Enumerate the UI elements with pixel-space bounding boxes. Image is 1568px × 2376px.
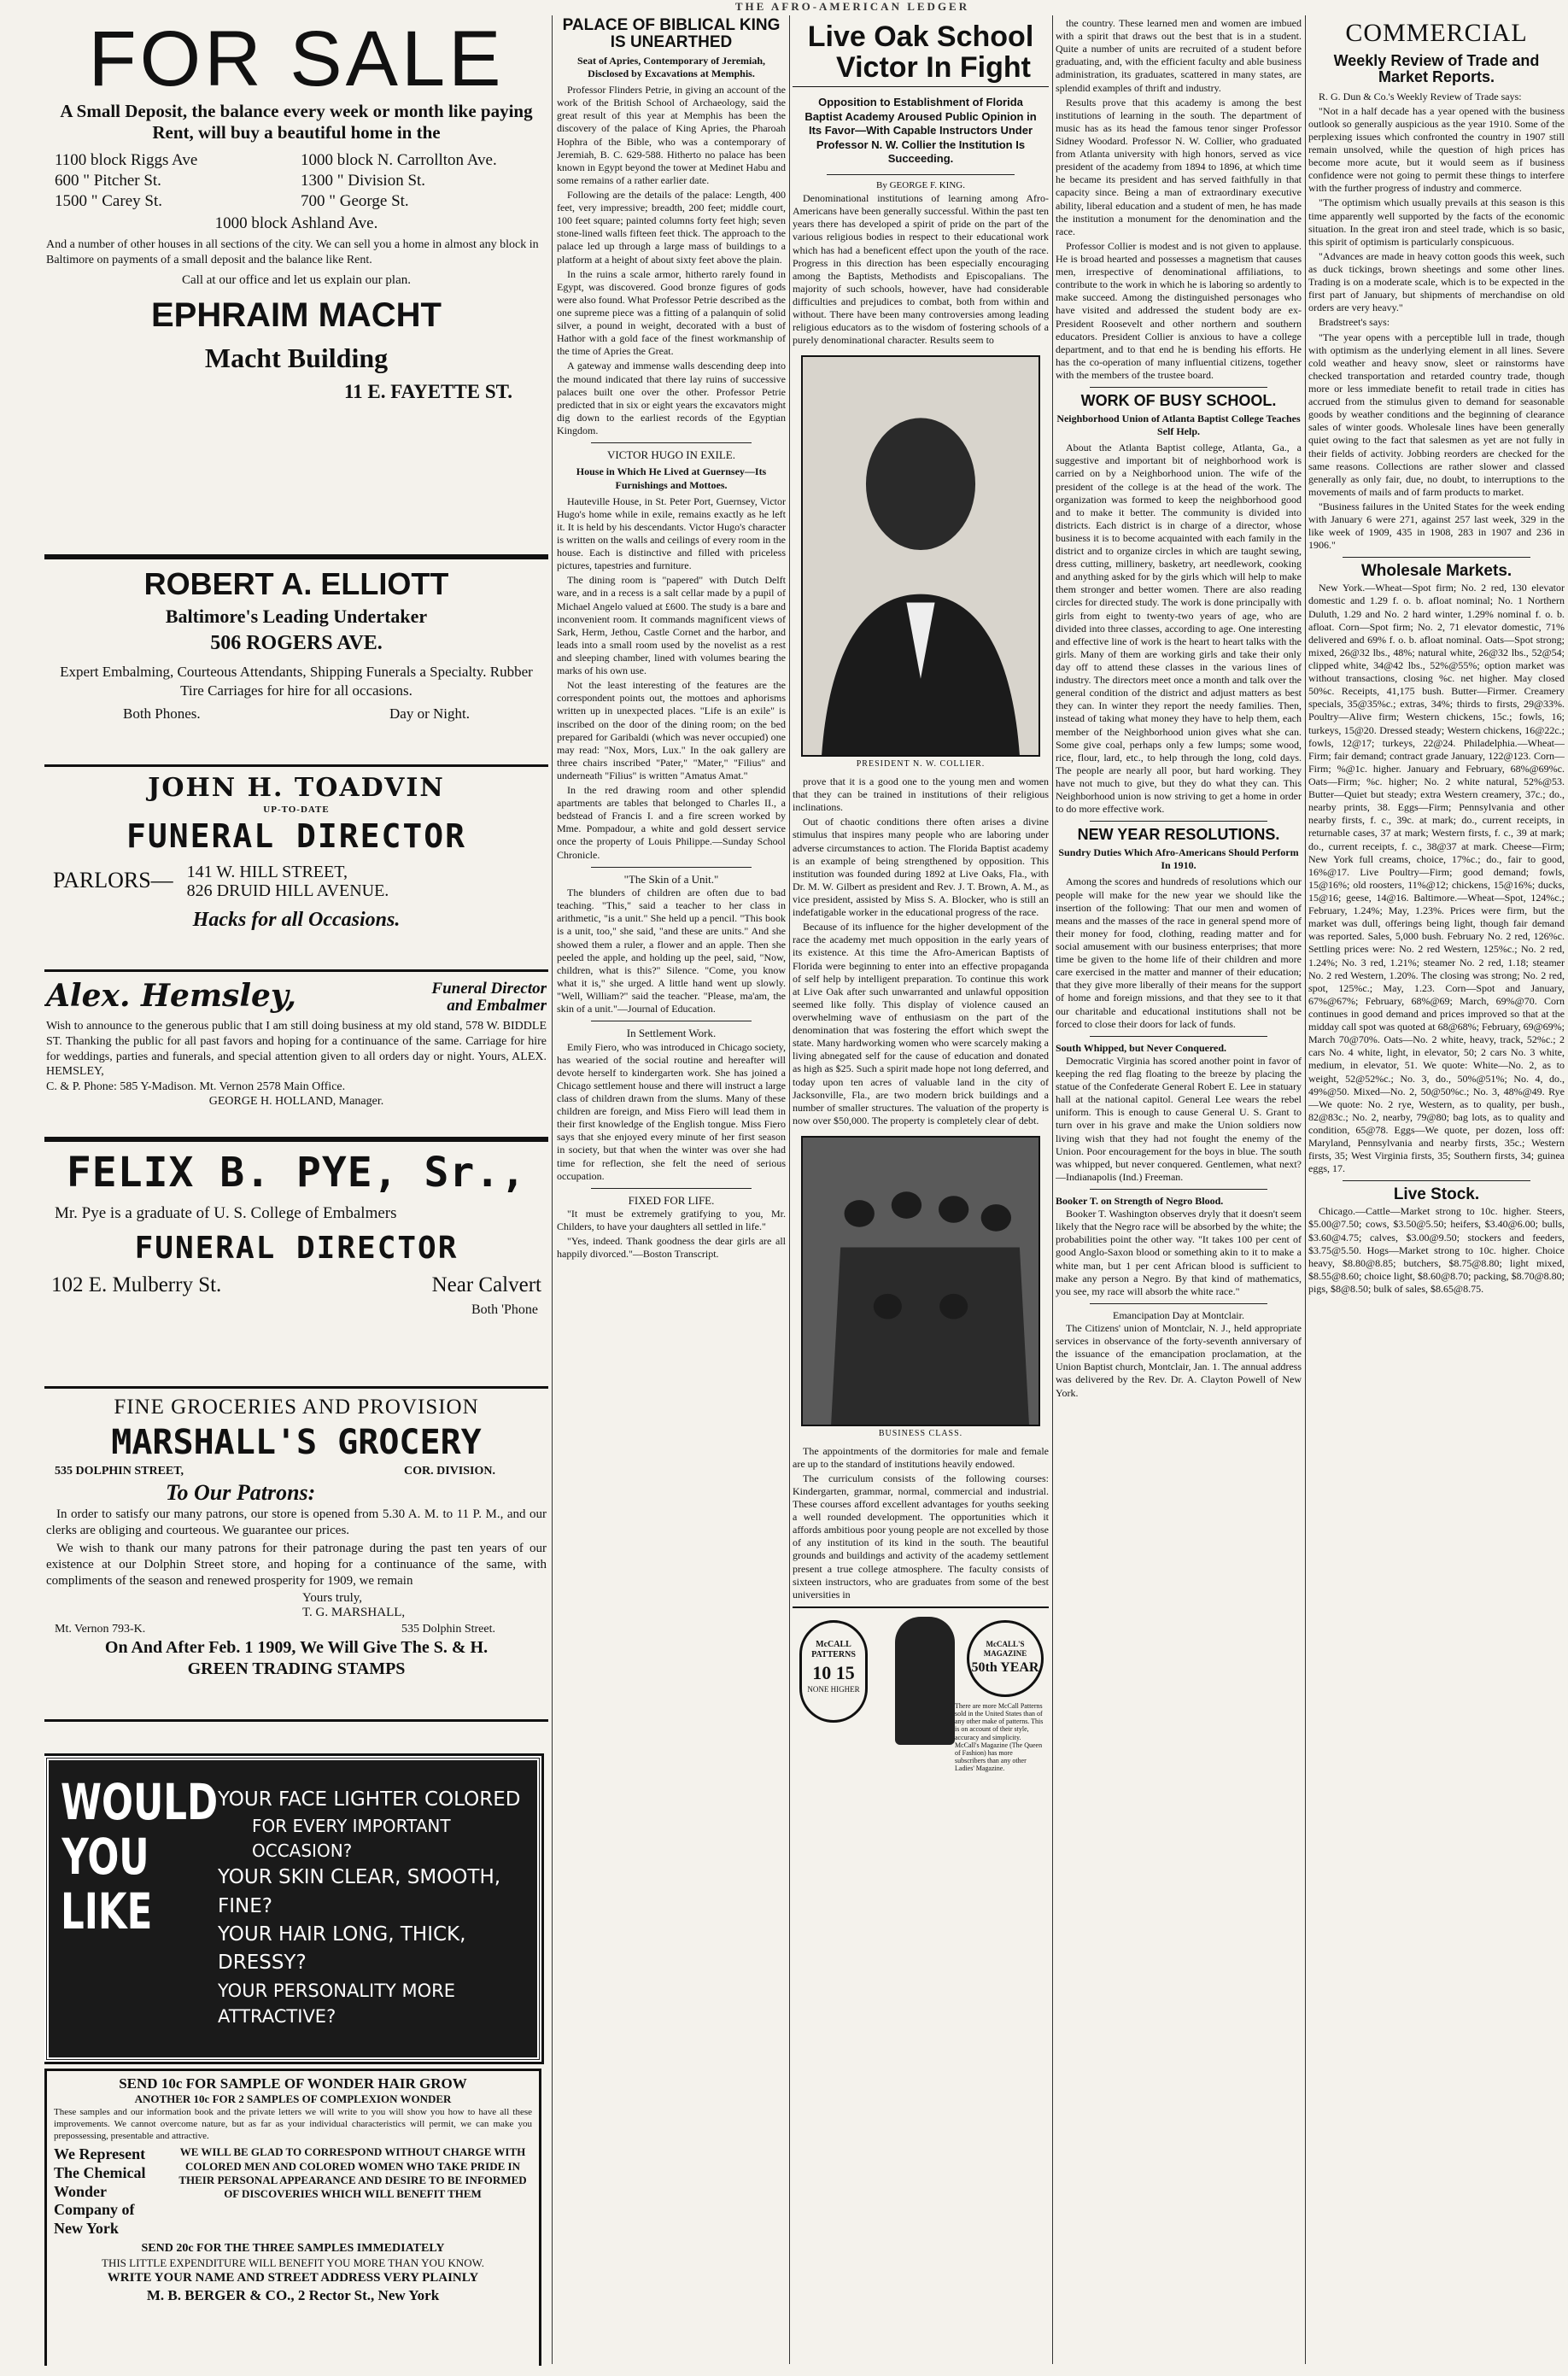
wonder-line-1: YOUR FACE LIGHTER COLORED	[218, 1788, 521, 1811]
skin-headline: "The Skin of a Unit."	[623, 872, 719, 886]
toadvin-tag: UP-TO-DATE	[263, 804, 330, 815]
hemsley-body: Wish to announce to the generous public that I am still doing business at my old stand, 578 W. BIDDLE ST. Thanking the public for all past favors and hoping for a continuance of the same. Carriage for hire for weddings, parties and funerals, and special attention given to all orders day or night. Yours, ALEX. HEMSLEY,	[46, 1020, 547, 1079]
commercial-subhead: Weekly Review of Trade and Market Reports.	[1333, 51, 1540, 85]
toadvin-address-1: 141 W. HILL STREET,	[186, 862, 348, 881]
masthead: THE AFRO-AMERICAN LEDGER	[734, 0, 970, 13]
wonder-line-3: YOUR SKIN CLEAR, SMOOTH, FINE?	[218, 1866, 501, 1917]
toadvin-hacks: Hacks for all Occasions.	[192, 908, 401, 931]
live-oak-p5: The appointments of the dormitories for male and female are up to the standard of institutions heavily endowed.	[793, 1444, 1049, 1470]
column-4	[1056, 17, 1302, 2366]
divider	[591, 442, 752, 443]
marshall-division: COR. DIVISION.	[404, 1464, 495, 1478]
divider	[1090, 1189, 1267, 1190]
for-sale-subtitle: A Small Deposit, the balance every week or month like paying Rent, will buy a beautiful home in the	[60, 101, 533, 143]
emancipation-p1: The Citizens' union of Montclair, N. J., held appropriate services in observance of the forty-seventh anniversary of the issuance of the emancipation proclamation, at the Union Baptist church, Montclair, Jan. 1. The annual address was delivered by the Rev. Dr. A. Clayton Powell of New York.	[1056, 1321, 1302, 1399]
live-oak-p1: Denominational institutions of learning among Afro-Americans have been generally successful. Within the past ten years there has developed a spirit of pride on the part of the various religious bodies in respect to their educational work which has had a beneficent effect upon the youth of the race. Progress in this direction has been especially encouraging among the Baptists, Methodists and Episcopalians. The majority of such schools, however, have had considerable difficulties and prejudices to combat, both from within and without. There have been many controversies among leading religious educators as to the wisdom of fostering schools of a purely denominational character. Results seem to	[793, 192, 1049, 347]
business-class-caption: BUSINESS CLASS.	[878, 1428, 963, 1438]
pye-graduate: Mr. Pye is a graduate of U. S. College of Embalmers	[55, 1204, 397, 1223]
wonder-correspond: WE WILL BE GLAD TO CORRESPOND WITHOUT CHARGE WITH COLORED MEN AND COLORED WOMEN WHO TAKE PRIDE IN THEIR PERSONAL APPEARANCE AND DESIRE TO BE INFORMED OF DISCOVERIES WHICH WILL BENEFIT THEM	[178, 2145, 527, 2201]
mccall-patterns: McCALL PATTERNS	[811, 1639, 856, 1660]
pye-address: 102 E. Mulberry St.	[51, 1273, 222, 1296]
commercial-p2: "Not in a half decade has a year opened with the business outlook so generally auspicious as the year 1910. Some of the perplexing issues which confronted the country in 1907 still remain unsolved, while the question of high prices has become more acute, but it would seem as if business confidence were not going to permit these things to interfere with the further progress of industry and commerce.	[1308, 104, 1565, 195]
palace-p4: A gateway and immense walls descending deep into the mound indicated that there lay ruins of successive palaces built one over the other. Professor Petrie predicted that in six or eight years the excavators might dig down to the earliest records of the Egyptian Kingdom.	[557, 360, 786, 436]
pye-phones: Both 'Phone	[471, 1302, 538, 1318]
elliott-hours: Day or Night.	[389, 705, 470, 723]
toadvin-name: JOHN H. TOADVIN	[148, 773, 445, 803]
for-sale-title: FOR SALE	[88, 17, 505, 102]
ads-column	[44, 17, 548, 2366]
fixed-headline: FIXED FOR LIFE.	[628, 1193, 715, 1207]
live-oak-cont-p3: Professor Collier is modest and is not given to applause. He is broad hearted and possesses a magnetism that causes men, irrespective of denominational affiliations, to contribute to the work in which he is laboring so ardently to make succeed. Among the distinguished personages who have visited and addressed the student body are ex-President Roosevelt and other northern and southern educators. President Collier is anxious to have a college department, and to that end he is bending his efforts. He has the co-operation of many influential citizens, together with the members of the trustee board.	[1056, 239, 1302, 381]
column-3	[793, 17, 1049, 2366]
portrait-image	[803, 357, 1039, 755]
column-rule	[789, 15, 790, 2364]
hemsley-name: Alex. Hemsley,	[46, 978, 296, 1014]
commercial-p3: "The optimism which usually prevails at this season is this time apparently well supported by the facts of the economic situation. In the great iron and steel trade, which is so basic, this spirit of optimism is particularly conspicuous.	[1308, 196, 1565, 248]
wonder-line-4: YOUR HAIR LONG, THICK, DRESSY?	[218, 1923, 466, 1975]
new-year-headline: NEW YEAR RESOLUTIONS.	[1077, 826, 1280, 844]
wonder-represent: We Represent The Chemical Wonder Company of New York	[54, 2145, 146, 2237]
live-oak-deck: Opposition to Establishment of Florida Baptist Academy Aroused Public Opinion in Its Favor—With Capable Instructors Under Professor N. W. Collier the Institution Is Succeeding.	[804, 96, 1037, 165]
commercial-p7: "Business failures in the United States for the week ending with January 6 were 271, against 257 last week, 329 in the like week of 1909, 435 in 1908, 283 in 1907 and 236 in 1906."	[1308, 500, 1565, 552]
live-oak-p6: The curriculum consists of the following courses: Kindergarten, grammar, normal, commercial and industrial. These courses afford excellent advantages for youths seeking a well rounded development. The opportunities which it affords ambitious poor young people are not excelled by those of any institution of its kind in the south. The beautiful grounds and buildings and activity of the academy settlement present a true college atmosphere. The faculty consists of sixteen instructors, who are graduates from some of the best universities in	[793, 1472, 1049, 1601]
column-rule	[552, 15, 553, 2364]
marshall-stamps-1: On And After Feb. 1 1909, We Will Give The S. & H.	[104, 1637, 489, 1657]
column-2	[557, 17, 786, 2366]
divider	[591, 867, 752, 868]
livestock-headline: Live Stock.	[1393, 1185, 1480, 1204]
mccall-ad	[793, 1606, 1049, 1777]
hemsley-ad	[44, 972, 548, 1139]
live-oak-cont-p2: Results prove that this academy is among the best institutions of learning in the south. The department of music has as its head the famous tenor singer Professor Sidney Woodard. Professor N. W. Collier, who graduated from Atlanta university with high honors, served as vice president of the academy from 1894 to 1896, at which time he became its president and has served faithfully in that capacity since. Being a man of extraordinary executive ability, liberal education and a student of men, he has made the institution a monument for the denomination and the race.	[1056, 96, 1302, 237]
elliott-ad	[44, 557, 548, 767]
hugo-headline: VICTOR HUGO IN EXILE.	[607, 448, 735, 462]
marshall-street: 535 DOLPHIN STREET,	[55, 1464, 184, 1478]
hemsley-title-1: Funeral Director	[431, 979, 547, 998]
toadvin-title: FUNERAL DIRECTOR	[126, 816, 467, 855]
marshall-top: FINE GROCERIES AND PROVISION	[114, 1396, 479, 1419]
live-oak-p2: prove that it is a good one to the young men and women that they can be trained in institutions of their religious inclinations.	[793, 775, 1049, 814]
mccall-magazine: McCALL'S MAGAZINE	[983, 1639, 1027, 1659]
marshall-ad	[44, 1389, 548, 1722]
elliott-tagline: Baltimore's Leading Undertaker	[165, 606, 428, 628]
divider	[827, 174, 1015, 175]
block-item: 1300 " Division St.	[301, 172, 426, 190]
for-sale-call: Call at our office and let us explain our plan.	[182, 273, 411, 288]
toadvin-ad	[44, 767, 548, 972]
divider	[1090, 1036, 1267, 1037]
collier-portrait	[801, 355, 1040, 757]
marshall-patrons: To Our Patrons:	[166, 1479, 316, 1505]
settlement-p1: Emily Fiero, who was introduced in Chicago society, has wearied of the social routine and hereafter will devote herself to kindergarten work. She has joined a Chicago settlement house and there will instruct a large class of children drawn from the slums. Many of these children are foreign, and Miss Fiero will lead them in their first knowledge of the English tongue. Miss Fiero says that she enjoyed every minute of her first season in society, but that when the winter was over she had time for reflection, she felt the need of serious occupation.	[557, 1040, 786, 1182]
divider	[1090, 1303, 1267, 1304]
pye-name: FELIX B. PYE, Sr.,	[66, 1149, 527, 1197]
live-oak-p3: Out of chaotic conditions there often arises a divine stimulus that inspires many people who are laboring under adverse circumstances to action. The Florida Baptist academy is an example of being strengthened by opposition. This institution was founded during 1892 at Live Oaks, Fla., with Dr. M. W. Gilbert as president and Rev. J. T. Brown, A. M., as vice president, assisted by Miss S. A. Blocker, who is still an indefatigable worker in the educational progress of the race.	[793, 816, 1049, 919]
wonder-line-2: FOR EVERY IMPORTANT OCCASION?	[252, 1816, 451, 1862]
marshall-phone: Mt. Vernon 793-K.	[55, 1623, 146, 1636]
commercial-p6: "The year opens with a perceptible lull in trade, though with optimism as the underlying element in all lines. Severe cold weather and heavy snow, sleet or rainstorms have checked transportation and retarded country trade, though more or less immediate benefit to retail trade in cities has accrued from the stimulus given to demand for seasonable goods by weather conditions and the beginning of clearance sales of winter goods. Wholesale lines have been generally quiet owing to the fact that salesmen as yet are not fully in their fields of activity. Jobbing reorders are checked for the same reasons. Collections are rather slower and classed generally as only fair, due, no doubt, to interruptions to the movements of mails and of farm products to market.	[1308, 331, 1565, 498]
busy-school-p1: About the Atlanta Baptist college, Atlanta, Ga., a suggestive and important bit of neighborhood work is carried on by a Neighborhood union. The wife of the president of the college is at the head of the work. The organization was formed to keep the neighborhood good and to make it better. The community is divided into districts. Each district is in charge of a director, whose business it is to become acquainted with each family in the district and to organize circles in which are taught sewing, dress cutting, millinery, basketry, art needlework, cooking and anything asked for by the girls which will help to make them stronger and better women. There are also reading circles for directed study. The work is done principally with girls from eight to twenty-two years of age, who are divided into three classes, according to age. One interesting and effective line of work is the heart to heart talks with the girls. Many of them are working girls and take their only day off to attend these classes in the various lines of industry. The directors meet once a month and talk over the general condition of the district and adjust matters as best they can. In winter they report the needy families. Then, instead of taking what money they have to help them, each member of the Neighborhood union gives what she can. Some give coal, perhaps only a few lumps; some wood, rice, flour, lard, etc., to help through the long, cold days. The people are nearly all poor, but hard working. They have not much to give, but they do what they can. This Neighborhood union is now striving to get a home in order to do more effective work.	[1056, 442, 1302, 816]
block-item: 1000 block N. Carrollton Ave.	[301, 151, 497, 170]
macht-address: 11 E. FAYETTE ST.	[343, 380, 512, 402]
commercial-p1: R. G. Dun & Co.'s Weekly Review of Trade says:	[1319, 90, 1522, 102]
commercial-headline: COMMERCIAL	[1345, 19, 1528, 47]
wonder-send20: SEND 20c FOR THE THREE SAMPLES IMMEDIATELY	[141, 2242, 445, 2256]
pye-ad	[44, 1139, 548, 1389]
block-item-last: 1000 block Ashland Ave.	[214, 214, 378, 233]
elliott-address: 506 ROGERS AVE.	[210, 632, 383, 655]
hemsley-manager: GEORGE H. HOLLAND, Manager.	[208, 1095, 384, 1109]
pye-near: Near Calvert	[431, 1273, 541, 1296]
live-oak-byline: By GEORGE F. KING.	[876, 180, 965, 191]
mccall-figure	[895, 1617, 955, 1745]
wholesale-text: New York.—Wheat—Spot firm; No. 2 red, 130 elevator domestic and 1.29 f. o. b. afloat nominal; No. 1 Northern Duluth, 1.29 and No. 2 hard winter, 1.29% nominal f. o. b. afloat. Corn—Spot firm; No. 2, 71 elevator domestic, 71% delivered and 69% f. o. b. afloat nominal. Oats—Spot strong; mixed, 26@32 lbs., 48%; natural white, 26@32 lbs., 52@54; clipped white, 34@42 lbs., 52%@55%; option market was without transactions, closing %c. net higher. May closed 50%c. Receipts, 41,175 bush. Butter—Firmer. Creamery specials, 35@35%c.; extras, 34%; thirds to firsts, 29@33%. Poultry—Alive firm; Western chickens, 15c.; fowls, 16; turkeys, 15@20. Dressed steady; Western chickens, 16@22c.; fowls, 12@17; turkeys, 22@24. Philadelphia.—Wheat—Firm; fair demand; contract grade January, 122@123. Corn—Firm; %@1c. higher. January and February, 68%@69%c. Oats—Firm; %c. higher; No. 2 white natural, 52%@53. Butter—Quiet but steady; extra Western creamery, 37c.; do., nearby prints, 38. Eggs—Firm; Pennsylvania and other nearby firsts, f. c., 39c. at mark; do., current receipts, in returnable cases, 37 at mark; Western firsts, f. c., 39 at mark; do., current receipts, f. c., 38@37 at mark. Cheese—Firm; New York full creams, choice, 17%c.; do., fair to good, 16%@17. Live Poultry—Firm; good demand; fowls, 15@16%; old roosters, 11%@12; chickens, 15@16%; ducks, 15@16; geese, 14@16. Baltimore.—Wheat—Spot, 124%c.; February, 1.24%; May, 1.23%. Prices were firm, but the market was dull, offerings being light, though fair demand was reported. Sales, 5,000 bush. February No. 2 red, 126%c. Settling prices were: No. 2 red Western, 125%c.; No. 2 red, 1.24%; No. 3 red, 1.21%; steamer No. 2 red, 1.18; steamer No. 2 red Western, 1.20%. The closing was strong; No. 2 red, spot, 125%c.; May, 1.23. Corn—Spot and January, 67%@67%; February, 68%@69; March, 69%@70. Corn continues in good demand and prices improved so that at the midday call spot was quoted at 68@68%; February, 69@69%; March 70@70%. Oats—No. 2 white, heavy, track, 52%c.; 2 cars No. 4 white, light, in elevator, 50; 2 cars No. 3 white, medium, in elevator, 51. We quote: White—No. 2, as to weight, 52@52%c.; No. 3, do., 50%@51%; No. 4, do., 49%@50. Mixed—No. 2, 50@50%c.; No. 3, 48%@49. Rye—We quote: No. 2 rye, Western, as to quality, per bush., 82@83c.; No. 2, nearby, 79@80; bag lots, as to quality and condition, 65@78. Eggs—We quote, per dozen, loss off: Maryland, Pennsylvania and nearby firsts, 35c.; Western firsts, 35; West Virginia firsts, 35; Southern firsts, 34; guinea eggs, 17.	[1308, 582, 1565, 1175]
marshall-name: MARSHALL'S GROCERY	[111, 1422, 482, 1462]
palace-p3: In the ruins a scale armor, hitherto rarely found in Egypt, was discovered. Good bronze figures of gods were also found. What Professor Petrie described as the one supreme piece was a fitting of a palanquin of solid silver, a pound in weight, decorated with a bust of Hathor with a gold face of the finest workmanship of the time of Apries the Great.	[557, 267, 786, 358]
block-item: 600 " Pitcher St.	[55, 172, 161, 190]
collier-caption: PRESIDENT N. W. COLLIER.	[856, 759, 986, 770]
column-rule	[1052, 15, 1053, 2364]
skin-p1: The blunders of children are often due to bad teaching. "This," said a teacher to her class in arithmetic, "is a unit." She held up a pencil. "This book is a unit, too," she said, "and these are units." And she showed them a ruler, a flower and an apple. Then she peeled the apple, and holding up the peel, said, "Now, children, what is this?" Silence. "Come, you know what it is," she urged. A little hand went up slowly. "Well, William?" said the teacher. "Please, ma'am, the skin of a unit."—Journal of Education.	[557, 887, 786, 1015]
elliott-phones: Both Phones.	[123, 705, 201, 723]
class-image	[803, 1138, 1039, 1425]
pye-title: FUNERAL DIRECTOR	[134, 1231, 459, 1267]
live-oak-p4: Because of its influence for the higher development of the race the academy met much opposition in the early years of its existence. At this time the Afro-American Baptists of Florida were beginning to enter into an effective propaganda of self help by intelligent preparation. To continue this work at Live Oak after such unwarranted and unlawful opposition seemed like folly. This display of violence caused an overwhelming wave of enthusiasm on the part of the denomination that was fostering the effort which swept the state. Many hardworking women who were scarcely making a living abnegated self for the cause of education and donated as high as $25. Such a spirit made hope not long deferred, and today upon ten acres of valuable land in the city of Jacksonville, Fla., are two modern brick buildings and a number of smaller structures. The valuation of the property is now over $50,000. The property is completely clear of debt.	[793, 921, 1049, 1127]
hugo-p4: In the red drawing room and other splendid apartments are tables that belonged to Charles II., a bedstead of Francis I. and a fire screen worked by Mme. Pompadour, a white and gold dessert service once the property of Louis Philippe.—Sunday School Chronicle.	[557, 784, 786, 861]
for-sale-ad	[44, 17, 548, 557]
marshall-p1: In order to satisfy our many patrons, our store is opened from 5.30 A. M. to 11 P. M., and our clerks are obliging and courteous. We guarantee our prices.	[46, 1507, 547, 1538]
busy-school-headline: WORK OF BUSY SCHOOL.	[1080, 392, 1277, 410]
marshall-sign-1: Yours truly,	[302, 1590, 363, 1605]
divider	[591, 1188, 752, 1189]
fixed-p2: "Yes, indeed. Thank goodness the dear girls are all happily divorced."—Boston Transcript.	[557, 1235, 786, 1261]
mccall-body: There are more McCall Patterns sold in the United States than of any other make of patterns. This is on account of their style, accuracy and simplicity. McCall's Magazine (The Queen of Fashion) has more subscribers than any other Ladies' Magazine.	[955, 1701, 1044, 1773]
elliott-body: Expert Embalming, Courteous Attendants, Shipping Funerals a Specialty. Rubber Tire Carriages for hire for all occasions.	[60, 664, 533, 699]
you-text: YOU	[61, 1827, 149, 1886]
marshall-sign-2: T. G. MARSHALL,	[302, 1605, 406, 1619]
live-oak-headline-1: Live Oak School	[807, 20, 1034, 53]
south-headline: South Whipped, but Never Conquered.	[1056, 1041, 1227, 1054]
would-you-like-ad	[44, 1756, 541, 2062]
block-item: 1100 block Riggs Ave	[55, 151, 198, 170]
south-p1: Democratic Virginia has scored another point in favor of keeping the red flag floating to the breeze by placing the statue of the Confederate General Robert E. Lee in statuary hall at the national capitol. General Lee wears the rebel uniform. This is enough to cause General U. S. Grant to turn over in his grave and make the Union soldiers now living wish that they had not fought the enemy of the Union. Poor encouragement for the boys in blue. The south was whipped, but never conquered. Gentlemen, what next?—Indianapolis (Ind.) Freeman.	[1056, 1054, 1302, 1183]
wonder-little: THIS LITTLE EXPENDITURE WILL BENEFIT YOU MORE THAN YOU KNOW.	[102, 2256, 484, 2269]
marshall-sign-3: 535 Dolphin Street.	[401, 1623, 495, 1636]
hugo-deck: House in Which He Lived at Guernsey—Its Furnishings and Mottoes.	[576, 465, 767, 491]
hugo-p3: Not the least interesting of the features are the correspondent points out, the mottoes and aphorisms written up in unexpected places. "Life is an exile" is inscribed on the door of the dining room; on the bed prepared for Garibaldi (which was never occupied) one may read: "Nox, Mors, Lux." In the oak gallery are three chairs inscribed "Pater," "Mater," "Filius" and underneath "Filius" is written "Amatus Amat."	[557, 679, 786, 781]
wonder-line-5: YOUR PERSONALITY MORE ATTRACTIVE?	[218, 1980, 456, 2028]
divider	[1343, 1180, 1530, 1181]
wonder-another: ANOTHER 10c FOR 2 SAMPLES OF COMPLEXION WONDER	[134, 2092, 452, 2106]
fixed-p1: "It must be extremely gratifying to you, Mr. Childers, to have your daughters all settled in life."	[557, 1208, 786, 1233]
booker-headline: Booker T. on Strength of Negro Blood.	[1056, 1194, 1224, 1207]
mccall-price: 10 15	[812, 1662, 855, 1684]
column-rule	[1305, 15, 1306, 2364]
busy-school-deck: Neighborhood Union of Atlanta Baptist College Teaches Self Help.	[1056, 412, 1301, 438]
livestock-text: Chicago.—Cattle—Market strong to 10c. higher. Steers, $5.00@7.50; cows, $3.50@5.50; heifers, $3.40@6.00; bulls, $3.60@4.75; calves, $3.00@9.50; stockers and feeders, $3.75@5.50. Hogs—Market strong to 10c. higher. Choice heavy, $8.80@8.85; butchers, $8.75@8.80; light mixed, $8.55@8.60; choice light, $8.60@8.70; packing, $8.70@8.80; pigs, $8@8.50; bulk of sales, $8.65@8.75.	[1308, 1205, 1565, 1295]
new-year-p1: Among the scores and hundreds of resolutions which our people will make for the new year we should like the insertion of the following: That our men and women of means and the masses of the race in general spend more of their money for food, clothing, reading matter and for social amusement with our business enterprises; that more time be given to the home life of their children and more care exercised in the matter and manner of their education; that they give more liberally of their means for the support of home and foreign missions, and that they see to it that our charitable and educational institutions shall not be forced to close their doors for lack of funds.	[1056, 875, 1302, 1030]
toadvin-parlors: PARLORS—	[53, 868, 173, 893]
like-text: LIKE	[61, 1881, 153, 1940]
block-item: 700 " George St.	[301, 192, 409, 211]
marshall-p2: We wish to thank our many patrons for their patronage during the past ten years of our existence at our Dolphin Street store, and hoping for a continuance of the same, with compliments of the season and renewed prosperity for 1909, we remain	[46, 1542, 547, 1588]
wonder-info-box	[44, 2069, 541, 2366]
wonder-body: These samples and our information book and the private letters we will write to you will show you how to have all these improvements. We cannot overcome nature, but as far as your individual characteristics will permit, we can make you prepossessing, presentable and attractive.	[54, 2106, 532, 2141]
wonder-write: WRITE YOUR NAME AND STREET ADDRESS VERY PLAINLY	[107, 2271, 479, 2285]
toadvin-address-2: 826 DRUID HILL AVENUE.	[186, 881, 389, 900]
marshall-stamps-2: GREEN TRADING STAMPS	[187, 1659, 406, 1679]
live-oak-headline-2: Victor In Fight	[836, 50, 1031, 84]
hemsley-title-2: and Embalmer	[447, 997, 547, 1015]
macht-name: EPHRAIM MACHT	[151, 296, 442, 335]
live-oak-cont-p1: the country. These learned men and women are imbued with a spirit that draws out the best that is in a student. Quite a number of units are recruited of a student before graduating, and, with the efficient faculty and able business administration, its graduates, scattered in many states, are splendid examples of thrift and industry.	[1056, 17, 1302, 94]
would-text: WOULD	[61, 1773, 219, 1831]
block-item: 1500 " Carey St.	[55, 192, 162, 211]
mccall-years: 50th YEAR	[971, 1659, 1039, 1675]
block-list	[46, 149, 547, 214]
elliott-name: ROBERT A. ELLIOTT	[143, 566, 449, 601]
new-year-deck: Sundry Duties Which Afro-Americans Should Perform In 1910.	[1058, 846, 1299, 872]
palace-deck: Seat of Apries, Contemporary of Jeremiah, Disclosed by Excavations at Memphis.	[576, 54, 766, 79]
wonder-send: SEND 10c FOR SAMPLE OF WONDER HAIR GROW	[119, 2075, 467, 2092]
divider	[1343, 557, 1530, 558]
palace-p1: Professor Flinders Petrie, in giving an account of the work of the British School of Archaeology, said the great result of this year at Memphis has been the discovery of the palace of King Apries, the Pharoah Hophra of the Bible, who was a contemporary of Jeremiah, B. C. 629-588. Hitherto no palace has been known in Egypt beyond the tower at Medinet Habu and some remains of a rather earlier date.	[557, 84, 786, 186]
for-sale-body: And a number of other houses in all sections of the city. We can sell you a home in almost any block in Baltimore on payments of a small deposit and the balance like Rent.	[46, 238, 539, 266]
palace-headline: PALACE OF BIBLICAL KING IS UNEARTHED	[562, 17, 781, 51]
hemsley-phone: C. & P. Phone: 585 Y-Madison. Mt. Vernon 2578 Main Office.	[46, 1080, 346, 1093]
commercial-p5: Bradstreet's says:	[1319, 316, 1390, 329]
hugo-p1: Hauteville House, in St. Peter Port, Guernsey, Victor Hugo's home while in exile, remains exactly as he left it. It is held by his descendants. Victor Hugo's character is written on the walls and ceilings of every room in the house. Each is distinctive and filled with priceless pictures, tapestries and furniture.	[557, 495, 786, 572]
hugo-p2: The dining room is "papered" with Dutch Delft ware, and in a recess is a salt cellar made by a pupil of Michael Angelo valued at £600. The study is a bare and inconvenient room. It commands magnificent views of Sark, Herm, Jethou, Castle Cornet and the harbor, and leads into a small room used by the novelist as a rest and sleeping chamber, lined with volumes bearing the marks of his own use.	[557, 574, 786, 677]
settlement-headline: In Settlement Work.	[626, 1027, 717, 1040]
commercial-p4: "Advances are made in heavy cotton goods this week, such as duck tickings, brown sheetings and some other lines. Trading is on a moderate scale, which is to be expected in the first part of January, but shipments of merchandise on old orders are very heavy."	[1308, 249, 1565, 314]
mccall-none-higher: NONE HIGHER	[807, 1684, 860, 1694]
wholesale-headline: Wholesale Markets.	[1360, 562, 1512, 581]
emancipation-headline: Emancipation Day at Montclair.	[1113, 1308, 1244, 1321]
business-class-photo	[801, 1136, 1040, 1426]
divider	[1090, 821, 1267, 822]
palace-p2: Following are the details of the palace: Length, 400 feet, very impressive; breadth, 200 feet; middle court, 100 feet square; painted columns forty feet high; seven stone-lined walls fifteen feet thick. The approach to the palace led up through a large mass of buildings to a platform at a height of about sixty feet above the plain.	[557, 188, 786, 266]
divider	[1090, 387, 1267, 388]
booker-p1: Booker T. Washington observes dryly that it doesn't seem likely that the Negro race will be absorbed by the white; the probabilities point the other way. "It takes 100 per cent of good Anglo-Saxon blood or something akin to it to make a white man, but 1 per cent African blood is sufficient to make any person a Negro. By that kind of mathematics, you see, my race will absorb the white race."	[1056, 1208, 1302, 1297]
wonder-berger: M. B. BERGER & CO., 2 Rector St., New York	[146, 2287, 440, 2304]
macht-building: Macht Building	[204, 342, 389, 373]
column-5	[1308, 17, 1565, 2366]
